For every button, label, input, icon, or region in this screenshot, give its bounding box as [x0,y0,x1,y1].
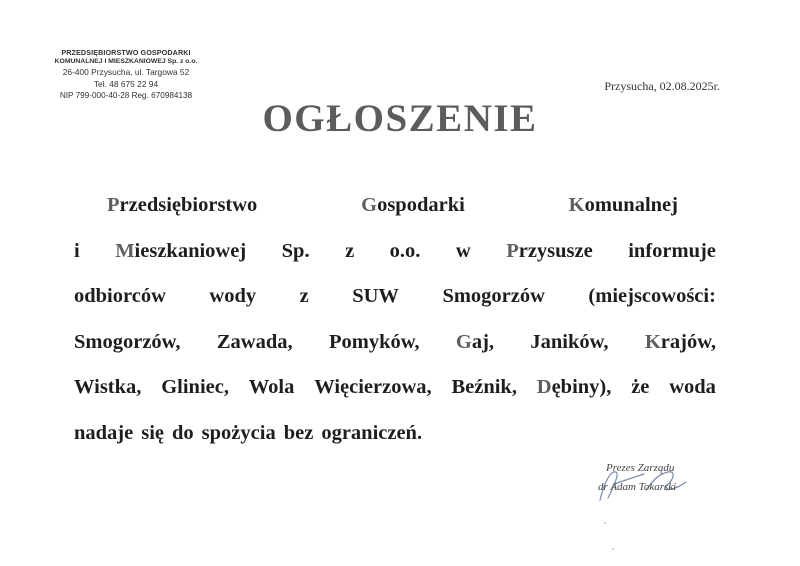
document-date: Przysucha, 02.08.2025r. [604,79,720,93]
body-word: Gaj, [455,330,495,353]
body-line [74,229,716,275]
body-word: Gliniec, [161,376,229,398]
document-title: OGŁOSZENIE [262,97,538,140]
body-word: Smogorzów [442,285,545,307]
body-word: odbiorców [74,285,166,307]
scan-speck [612,548,614,550]
body-word: z [345,239,355,262]
body-word: Krajów, [644,330,716,353]
body-word: Beźnik, [451,376,517,398]
body-word: się [141,421,165,444]
body-word: Przysusze [506,239,593,262]
body-word: że [631,376,650,398]
body-word: Komunalnej [568,194,678,216]
company-address: 26-400 Przysucha, ul. Targowa 52 [62,67,190,77]
company-name-line2: KOMUNALNEJ I MIESZKANIOWEJ Sp. z o.o. [54,58,198,65]
body-line [74,320,716,366]
body-word: Smogorzów, [74,330,181,353]
scan-speck [604,522,606,524]
body-line [74,183,716,229]
body-word: o.o. [389,239,421,262]
body-word: Zawada, [216,330,293,353]
body-word: Przedsiębiorstwo [107,194,258,216]
body-word: Dębiny), [536,376,612,398]
body-word: Gospodarki [361,194,465,216]
body-word: spożycia [201,421,276,444]
body-word: (miejscowości: [588,285,716,307]
company-ids: NIP 799-000-40-28 Reg. 670984138 [59,91,193,100]
body-word: bez [283,421,314,444]
body-word: do [172,421,194,444]
body-line [74,411,716,457]
body-word: w [455,239,471,262]
body-line [74,365,716,411]
body-word: i [74,239,80,262]
body-word: nadaje [74,421,134,444]
body-word: Mieszkaniowej [115,239,247,262]
body-word: Pomyków, [328,330,420,353]
signature-name: dr Adam Tokarski [598,481,677,493]
company-header [46,48,206,100]
signature-block [586,460,716,506]
announcement-body [74,183,716,456]
body-word: Wola [248,376,295,398]
company-name-line1: PRZEDSIĘBIORSTWO GOSPODARKI [61,48,191,57]
body-word: SUW [352,285,399,307]
signature-role: Prezes Zarządu [606,462,675,474]
body-word: Janików, [530,330,609,353]
body-word: informuje [628,239,716,262]
body-word: z [299,285,309,307]
body-word: woda [669,376,716,398]
company-phone: Tel. 48 675 22 94 [93,79,159,89]
body-word: Więcierzowa, [314,376,432,398]
body-word: Wistka, [74,376,142,398]
body-line [74,274,716,320]
body-word: Sp. [281,239,310,262]
body-word: wody [209,285,257,307]
body-word: ograniczeń. [321,421,423,444]
